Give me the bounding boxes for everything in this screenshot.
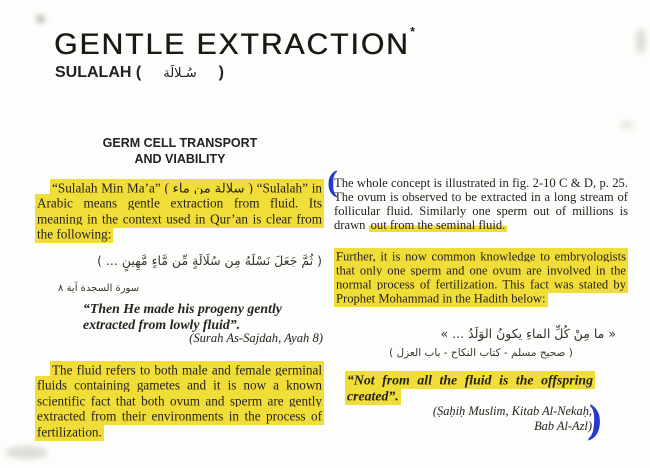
right-paragraph-embryology <box>334 249 628 305</box>
highlighted-text: The fluid refers to both male and female germinal fluids containing gametes and it is now a known scientific fact that both ovum and sperm are gently extracted from their environments in the process of fertilization. <box>37 362 322 440</box>
hadith-citation-line1: (Ṣaḥiḥ Muslim, Kitab Al-Nekaḥ, <box>432 404 592 418</box>
hadith-quote-english <box>345 372 595 405</box>
hadith-citation <box>340 404 592 433</box>
handwritten-open-paren: ( <box>326 166 339 201</box>
page-subtitle <box>55 64 224 82</box>
quran-verse-arabic: ( ثُمَّ جَعَلَ نَسْلَهُ مِن سُلَالَةٍ مِّن مَّاءٍ مَّهِينٍ ... ) <box>97 253 322 268</box>
left-paragraph-fluid-explanation <box>35 362 324 440</box>
quran-verse-reference-arabic: سورة السجدة آية ٨ <box>58 283 140 294</box>
subtitle-arabic-word: سُـلالَة <box>163 66 197 81</box>
hadith-arabic: « ما مِنْ كُلِّ الماءِ يكونُ الوَلَدُ ... » <box>440 326 616 341</box>
hadith-citation-line2: Bab Al-Azl) <box>534 418 592 433</box>
title-asterisk: * <box>409 24 415 39</box>
page-title-text: GENTLE EXTRACTION <box>54 28 410 61</box>
underline-highlighted-text: out from the seminal fluid. <box>370 218 506 232</box>
scan-smudge <box>6 446 48 459</box>
highlighted-text: “Sulalah Min Ma’a” ( سلالة من ماء ) “Sulalah” in Arabic means gentle extraction from fluid. Its meaning in the context used in Qur’an is clear from the following: <box>37 180 322 242</box>
highlighted-text: “Not from all the fluid is the offspring created”. <box>347 372 593 404</box>
section-heading-line2: AND VIABILITY <box>134 151 226 166</box>
paragraph-text: The whole concept is illustrated in fig. 2-10 C & D, p. 25. The ovum is observed to be extracted in a long stream of follicular fluid. Similarly one sperm out of millions is drawn <box>334 176 628 232</box>
right-paragraph-concept <box>334 176 628 232</box>
quran-quote-english: “Then He made his progeny gently extracted from lowly fluid”. <box>83 301 282 332</box>
left-paragraph-sulalah-meaning <box>35 180 324 242</box>
subtitle-close-paren: ) <box>218 64 224 81</box>
subtitle-latin: SULALAH ( <box>55 64 142 81</box>
section-heading <box>35 136 325 167</box>
highlighted-text: Further, it is now common knowledge to embryologists that only one sperm and one ovum are involved in the normal process of fertilization. This fact was stated by Prophet Mohammad in the Hadith below: <box>336 249 626 305</box>
page-title <box>54 24 415 62</box>
handwritten-close-paren: ) <box>586 397 605 446</box>
section-heading-line1: GERM CELL TRANSPORT <box>102 136 258 150</box>
scan-smudge <box>620 120 634 130</box>
quran-citation: (Surah As-Sajdah, Ayah 8) <box>189 331 323 345</box>
scan-smudge <box>36 15 45 23</box>
hadith-source-arabic: ( صحيح مسلم - كتاب النكاح - باب العزل ) <box>389 347 573 359</box>
scan-smudge <box>636 28 646 54</box>
